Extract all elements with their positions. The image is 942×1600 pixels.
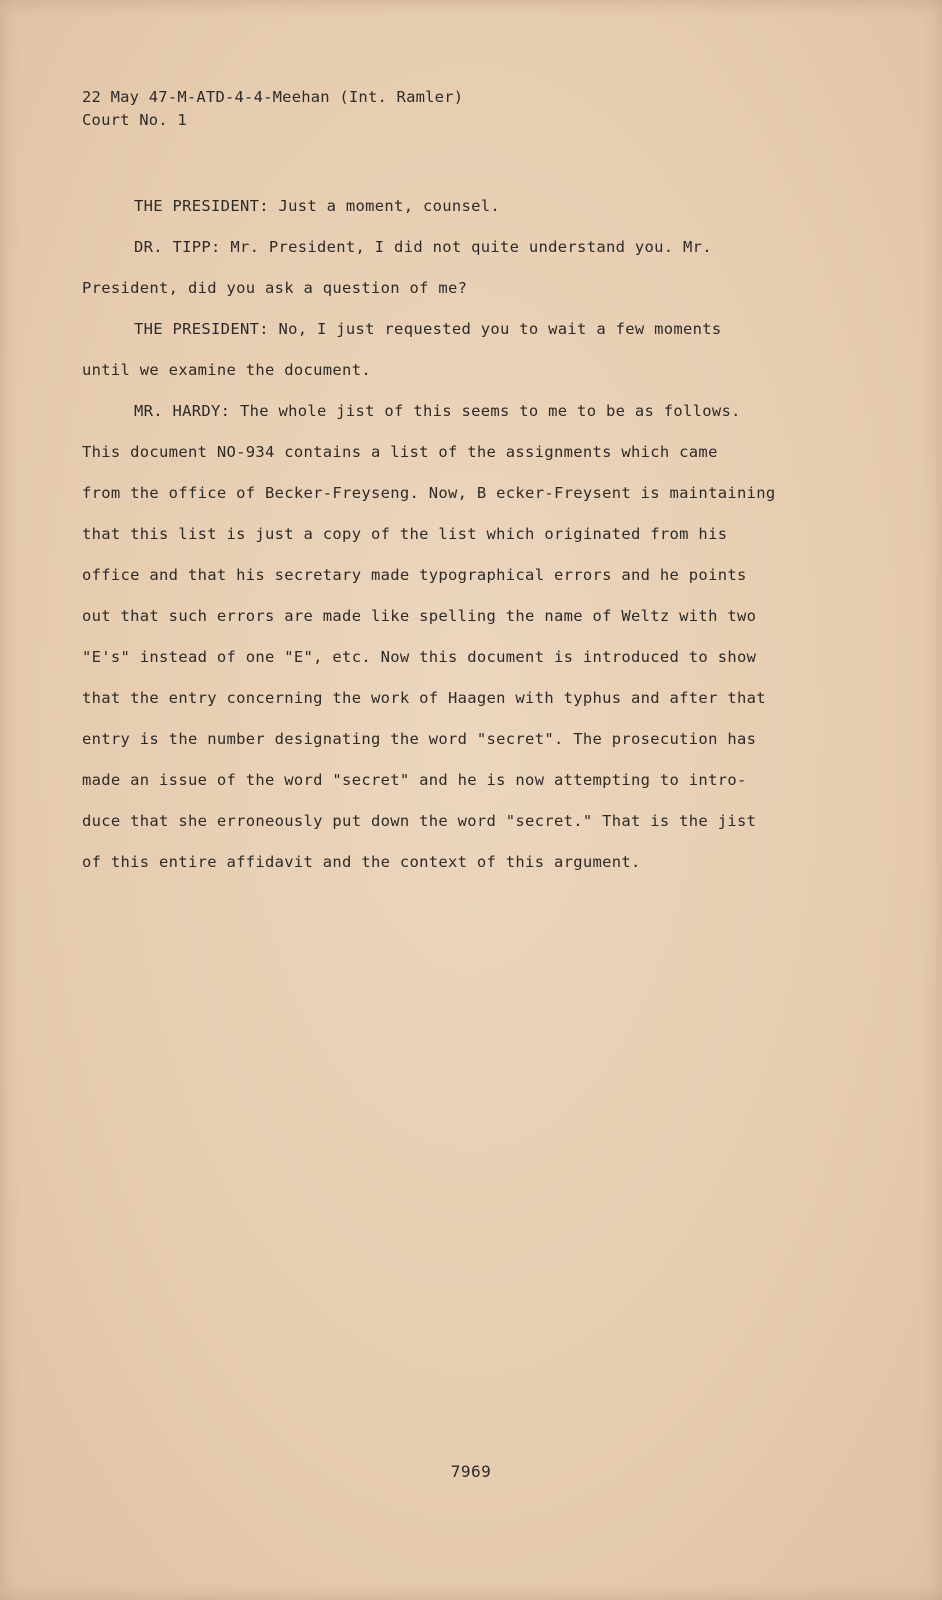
text-line: office and that his secretary made typographical errors and he points — [82, 566, 747, 584]
text-line: of this entire affidavit and the context of this argument. — [82, 853, 641, 871]
text-line: entry is the number designating the word "secret". The prosecution has — [82, 730, 757, 748]
text-line: THE PRESIDENT: Just a moment, counsel. — [134, 197, 501, 215]
paragraph-hardy — [82, 391, 822, 883]
text-line: that the entry concerning the work of Haagen with typhus and after that — [82, 689, 766, 707]
paragraph-tipp — [82, 227, 822, 309]
header-court-line: Court No. 1 — [82, 111, 187, 129]
text-line: duce that she erroneously put down the word "secret." That is the jist — [82, 812, 757, 830]
text-line: DR. TIPP: Mr. President, I did not quite understand you. Mr. — [134, 238, 712, 256]
text-line: from the office of Becker-Freyseng. Now, B ecker-Freysent is maintaining — [82, 484, 776, 502]
paragraph-president-1 — [82, 186, 822, 227]
text-line: made an issue of the word "secret" and he is now attempting to intro- — [82, 771, 747, 789]
text-line: MR. HARDY: The whole jist of this seems to me to be as follows. — [134, 402, 741, 420]
text-line: until we examine the document. — [82, 361, 371, 379]
text-line: THE PRESIDENT: No, I just requested you to wait a few moments — [134, 320, 722, 338]
header-reference-line: 22 May 47-M-ATD-4-4-Meehan (Int. Ramler) — [82, 88, 464, 106]
document-header — [82, 86, 463, 132]
text-line: out that such errors are made like spelling the name of Weltz with two — [82, 607, 757, 625]
transcript-body — [82, 186, 822, 883]
paragraph-president-2 — [82, 309, 822, 391]
text-line: that this list is just a copy of the list which originated from his — [82, 525, 728, 543]
text-line: "E's" instead of one "E", etc. Now this document is introduced to show — [82, 648, 757, 666]
page-number: 7969 — [450, 1462, 492, 1481]
text-line: President, did you ask a question of me? — [82, 279, 468, 297]
text-line: This document NO-934 contains a list of the assignments which came — [82, 443, 718, 461]
